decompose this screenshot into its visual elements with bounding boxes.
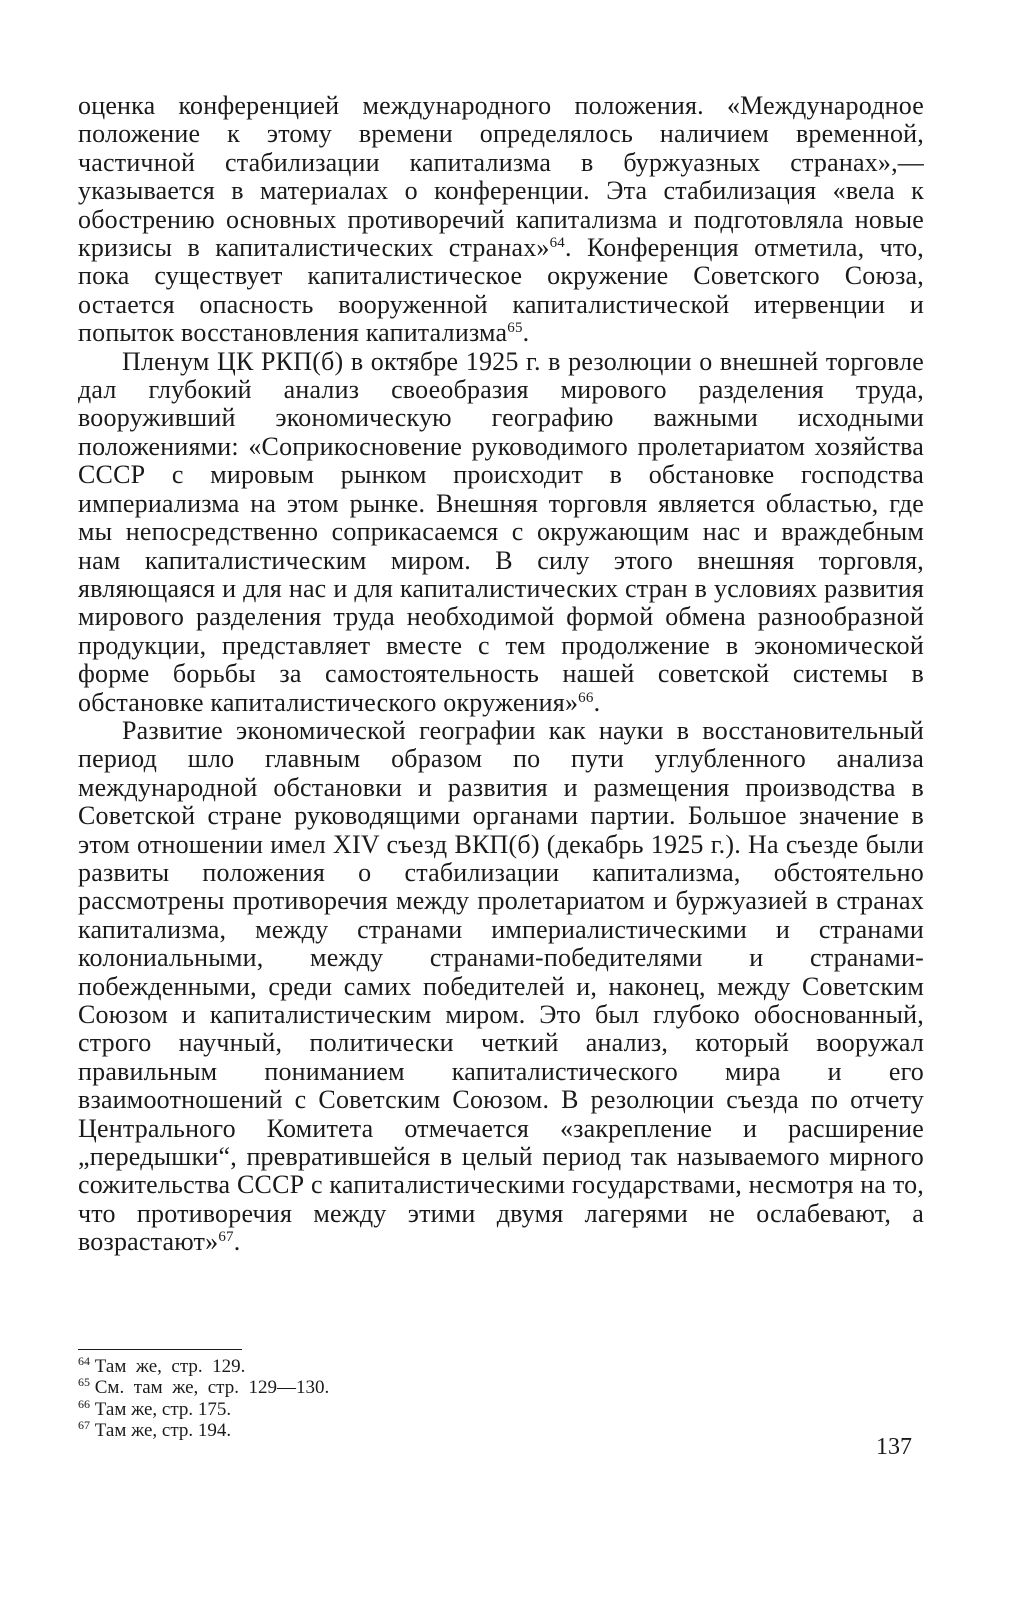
paragraph-1 — [78, 92, 924, 348]
footnote-ref-65[interactable]: 65 — [507, 320, 523, 337]
page-number: 137 — [876, 1434, 912, 1460]
paragraph-text: . — [233, 1227, 241, 1257]
paragraph-text: . — [522, 318, 530, 348]
footnote-66 — [78, 1396, 678, 1420]
footnote-text: Там же, стр. 175. — [94, 1398, 232, 1420]
paragraph-text: . — [593, 687, 601, 717]
main-text — [78, 92, 924, 1257]
footnote-text: Там же, стр. 129. — [94, 1356, 246, 1377]
footnote-number: 64 — [78, 1354, 90, 1368]
footnote-ref-67[interactable]: 67 — [218, 1229, 234, 1246]
paragraph-text: Развитие экономической географии как науки в восстановительный период шло главным образом по пути углубленного анализа международной обстановки и развития и размещения производства в Советской стране руководящими органами партии. Большое значение в этом отношении имел XIV съезд ВКП(б) (декабрь 1925 г.). На съезде были развиты положения о стабилизации капитализма, обстоятельно рассмотрены противоречия между пролетариатом и буржуазией в странах капитализма, между странами империалистическими и странами колониальными, между странами-победителями и странами-побежденными, среди самих победителей и, наконец, между Советским Союзом и капиталистическим миром. Это был глубоко обоснованный, строго научный, политически четкий анализ, который вооружал правильным пониманием капиталистического мира и его взаимоотношений с Советским Союзом. В резолюции съезда по отчету Центрального Комитета отмечается «закрепление и расширение „передышки“, превратившейся в целый период так называемого мирного сожительства СССР с капиталистическими государствами, несмотря на то, что противоречия между этими двумя лагерями не ослабевают, а возрастают» — [78, 715, 924, 1257]
footnote-text: См. там же, стр. 129—130. — [94, 1377, 330, 1399]
footnotes — [78, 1356, 678, 1441]
footnote-64 — [78, 1356, 678, 1377]
footnote-number: 66 — [78, 1396, 90, 1411]
paragraph-2 — [78, 348, 924, 717]
paragraph-text: Пленум ЦК РКП(б) в октябре 1925 г. в резолюции о внешней торговле дал глубокий анализ своеобразия мирового разделения труда, вооруживший экономическую географию важными исходными положениями: «Соприкосновение руководимого пролетариатом хозяйства СССР с мировым рынком происходит в обстановке господства империализма на этом рынке. Внешняя торговля является областью, где мы непосредственно соприкасаемся с окружающим нас и враждебным нам капиталистическим миром. В силу этого внешняя торговля, являющаяся и для нас и для капиталистических стран в условиях развития мирового разделения труда необходимой формой обмена разнообразной продукции, представляет вместе с тем продолжение в экономической форме борьбы за самостоятельность нашей советской системы в обстановке капиталистического окружения» — [78, 346, 924, 717]
footnote-65 — [78, 1377, 678, 1398]
paragraph-text: оценка конференцией международного положения. «Международное положение к этому времени определялось наличием временной, частичной стабилизации капитализма в буржуазных странах»,— указывается в материалах о конференции. Эта стабилизация «вела к обострению основных противоречий капитализма и подготовляла новые кризисы в капиталистических странах» — [78, 91, 924, 263]
footnote-number: 67 — [78, 1417, 90, 1432]
footnote-number: 65 — [78, 1375, 90, 1390]
footnote-67 — [78, 1417, 678, 1441]
footnote-separator — [78, 1349, 242, 1350]
paragraph-3 — [78, 717, 924, 1257]
paragraph-text: . Конференция отметила, что, пока существует капиталистическое окружение Советского Союза, остается опасность вооруженной капиталистической итервенции и попыток восстановления капитализма — [78, 233, 925, 348]
footnote-ref-64[interactable]: 64 — [549, 235, 566, 252]
footnote-text: Там же, стр. 194. — [94, 1419, 232, 1441]
footnote-ref-66[interactable]: 66 — [578, 689, 594, 706]
